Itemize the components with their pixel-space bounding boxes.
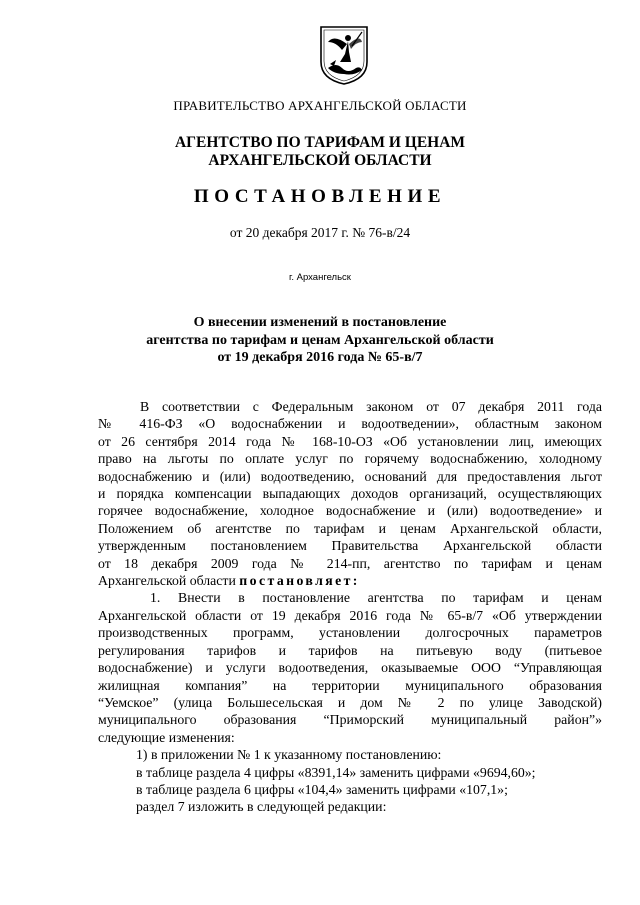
body-line: право на льготы по оплате услуг по горячему водоснабжению, холодному bbox=[98, 451, 602, 467]
body-line: водоснабжение) и услуги водоотведения, оказываемые ООО “Управляющая bbox=[98, 660, 602, 676]
body-line: 1. Внести в постановление агентства по тарифам и ценам bbox=[150, 590, 602, 606]
resolves-keyword: постановляет: bbox=[239, 573, 360, 589]
document-city: г. Архангельск bbox=[289, 272, 351, 283]
paragraph-item-1 bbox=[98, 589, 602, 746]
list-item: раздел 7 изложить в следующей редакции: bbox=[136, 799, 387, 815]
government-name: ПРАВИТЕЛЬСТВО АРХАНГЕЛЬСКОЙ ОБЛАСТИ bbox=[173, 98, 467, 113]
body-line: жилищная компания” на территории муниципального образования bbox=[98, 677, 602, 693]
body-line: муниципального образования “Приморский муниципальный район”» bbox=[98, 712, 602, 728]
document-subject bbox=[0, 314, 640, 367]
body-line: В соответствии с Федеральным законом от 07 декабря 2011 года bbox=[140, 399, 602, 414]
body-line: “Уемское” (улица Большесельская и дом № 2 по улице Заводской) bbox=[98, 694, 602, 710]
body-line: и порядка компенсации выпадающих доходов организаций, осуществляющих bbox=[98, 486, 602, 502]
document-type: ПОСТАНОВЛЕНИЕ bbox=[193, 186, 447, 207]
document-body bbox=[98, 398, 602, 816]
body-line: горячее водоснабжение, холодное водоснабжение и (или) водоотведение» и bbox=[98, 503, 602, 519]
subject-line-3: от 19 декабря 2016 года № 65-в/7 bbox=[217, 350, 423, 365]
list-item: в таблице раздела 4 цифры «8391,14» заменить цифрами «9694,60»; bbox=[136, 764, 536, 780]
document-date-number: от 20 декабря 2017 г. № 76-в/24 bbox=[229, 225, 411, 240]
body-line: водоснабжению и (или) водоотведению, оснований для предоставления льгот bbox=[98, 468, 602, 484]
subject-line-1: О внесении изменений в постановление bbox=[193, 315, 447, 330]
agency-line-1: АГЕНТСТВО ПО ТАРИФАМ И ЦЕНАМ bbox=[174, 134, 466, 151]
list-item: 1) в приложении № 1 к указанному постановлению: bbox=[136, 747, 442, 763]
coat-of-arms-icon bbox=[318, 24, 370, 86]
list-item: в таблице раздела 6 цифры «104,4» заменить цифрами «107,1»; bbox=[136, 781, 508, 797]
body-line: регулирования тарифов и тарифов на питьевую воду (питьевое bbox=[98, 642, 602, 658]
body-line: № 416-ФЗ «О водоснабжении и водоотведении», областным законом bbox=[98, 416, 602, 432]
body-line: производственных программ, установлении долгосрочных параметров bbox=[98, 625, 602, 641]
body-line: утвержденным постановлением Правительства Архангельской области bbox=[98, 538, 602, 554]
body-line: Положением об агентстве по тарифам и ценам Архангельской области, bbox=[98, 520, 602, 536]
agency-name bbox=[0, 134, 640, 170]
paragraph-preamble bbox=[98, 398, 602, 589]
body-line: от 18 декабря 2009 года № 214-пп, агентство по тарифам и ценам bbox=[98, 555, 602, 571]
agency-line-2: АРХАНГЕЛЬСКОЙ ОБЛАСТИ bbox=[208, 152, 432, 169]
changes-list bbox=[98, 746, 602, 816]
body-line-prefix: Архангельской области bbox=[98, 573, 240, 589]
body-line: следующие изменения: bbox=[98, 729, 235, 745]
subject-line-2: агентства по тарифам и ценам Архангельской области bbox=[146, 332, 494, 348]
body-line bbox=[98, 572, 602, 589]
body-line: Архангельской области от 19 декабря 2016 года № 65-в/7 «Об утверждении bbox=[98, 607, 602, 623]
body-line: от 26 сентября 2014 года № 168-10-ОЗ «Об установлении лиц, имеющих bbox=[98, 433, 602, 449]
